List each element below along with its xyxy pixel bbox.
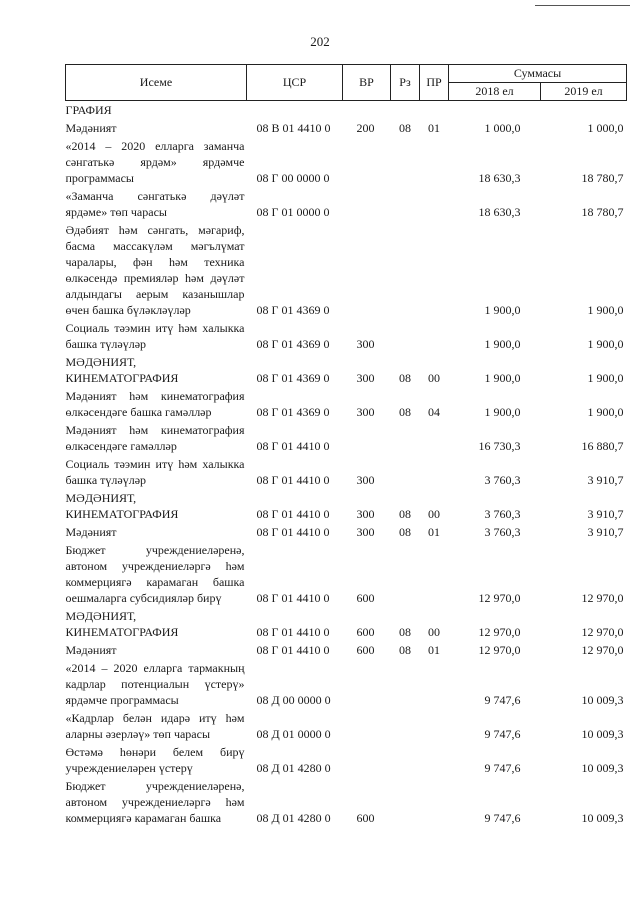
- row-vr: 300: [356, 405, 375, 419]
- row-vr: 600: [356, 625, 375, 639]
- row-vr: [343, 221, 391, 319]
- table-row: [66, 119, 627, 137]
- table-row: [66, 187, 627, 221]
- row-sum-2019: 12 970,0: [581, 643, 624, 657]
- row-name: «2014 – 2020 елларга заманча сәнгатькә ярдәм» ярдәмче программасы: [65, 139, 245, 185]
- row-vr: [343, 421, 391, 455]
- row-csr: 08 Д 01 4280 0: [256, 811, 331, 825]
- row-sum-2019: 3 910,7: [587, 473, 624, 487]
- row-name: Бюджет учреждениеләренә, автоном учреждениеләргә һәм коммерциягә карамаган башка: [65, 779, 245, 825]
- row-name: МӘДӘНИЯТ, КИНЕМАТОГРАФИЯ: [65, 491, 179, 521]
- row-sum-2019: 1 900,0: [587, 337, 624, 351]
- table-row: [66, 101, 627, 120]
- row-csr: 08 Г 01 4410 0: [256, 507, 330, 521]
- row-pr: 01: [428, 643, 440, 657]
- row-sum-2018: 9 747,6: [484, 693, 521, 707]
- row-vr: 600: [356, 643, 375, 657]
- row-csr: 08 Г 01 4410 0: [256, 439, 330, 453]
- header-csr: ЦСР: [247, 65, 343, 101]
- row-pr: 04: [428, 405, 440, 419]
- row-sum-2019: 10 009,3: [581, 761, 624, 775]
- row-pr: [420, 541, 449, 607]
- row-sum-2019: 12 970,0: [581, 625, 624, 639]
- row-csr: 08 Д 01 0000 0: [256, 727, 331, 741]
- table-row: [66, 743, 627, 777]
- row-pr: 01: [428, 525, 440, 539]
- row-name: «Кадрлар белән идарә итү һәм аларны әзерләү» төп чарасы: [65, 711, 245, 741]
- row-sum-2019: 3 910,7: [587, 507, 624, 521]
- header-vr: ВР: [343, 65, 391, 101]
- row-rz: 08: [399, 405, 411, 419]
- row-vr: 300: [356, 337, 375, 351]
- row-rz: [391, 221, 420, 319]
- table-row: [66, 455, 627, 489]
- row-rz: [391, 101, 420, 120]
- row-csr: 08 Г 01 4410 0: [256, 591, 330, 605]
- row-vr: 300: [356, 473, 375, 487]
- row-name: Социаль тәэмин итү һәм халыкка башка түләүләр: [65, 457, 245, 487]
- row-name: Мәдәният һәм кинематография өлкәсендәге башка гамәлләр: [65, 389, 245, 419]
- row-sum-2019: 18 780,7: [581, 205, 624, 219]
- row-rz: [391, 743, 420, 777]
- row-pr: [420, 659, 449, 709]
- row-pr: [420, 319, 449, 353]
- table-row: [66, 541, 627, 607]
- row-rz: [391, 187, 420, 221]
- row-csr: 08 Д 01 4280 0: [256, 761, 331, 775]
- row-vr: 600: [356, 591, 375, 605]
- row-csr: 08 Г 00 0000 0: [256, 171, 330, 185]
- row-name: Өстәмә һөнәри белем бирү учреждениеләрен үстерү: [65, 745, 245, 775]
- table-body: [66, 101, 627, 828]
- row-csr: 08 В 01 4410 0: [256, 121, 331, 135]
- budget-table: [65, 64, 627, 827]
- table-row: [66, 777, 627, 827]
- row-name: Мәдәният: [65, 643, 117, 657]
- row-sum-2018: 9 747,6: [484, 811, 521, 825]
- row-sum-2019: 18 780,7: [581, 171, 624, 185]
- row-csr: 08 Г 01 4369 0: [256, 337, 330, 351]
- row-sum-2018: 1 900,0: [484, 303, 521, 317]
- row-name: Әдәбият һәм сәнгать, мәгариф, басма массакүләм мәгълүмат чаралары, фән һәм техника өлкәсендә премияләр һәм дәүләт алдындагы аерым казанышлар өчен башка бүләкләүләр: [65, 223, 245, 317]
- row-pr: [420, 221, 449, 319]
- row-csr: 08 Г 01 4369 0: [256, 405, 330, 419]
- row-csr: 08 Г 01 4410 0: [256, 625, 330, 639]
- row-rz: [391, 319, 420, 353]
- row-name: Мәдәният һәм кинематография өлкәсендәге гамәлләр: [65, 423, 245, 453]
- row-pr: [420, 455, 449, 489]
- row-name: «Заманча сәнгатькә дәүләт ярдәме» төп чарасы: [65, 189, 245, 219]
- budget-table-sheet: [65, 64, 626, 827]
- row-pr: 00: [428, 371, 440, 385]
- row-rz: [391, 659, 420, 709]
- row-rz: 08: [399, 525, 411, 539]
- row-csr: 08 Г 01 4369 0: [256, 303, 330, 317]
- row-sum-2019: 12 970,0: [581, 591, 624, 605]
- row-rz: 08: [399, 507, 411, 521]
- row-pr: [420, 187, 449, 221]
- row-sum-2018: [449, 101, 541, 120]
- header-year-2018: 2018 ел: [449, 83, 541, 101]
- row-pr: 00: [428, 625, 440, 639]
- row-sum-2018: 9 747,6: [484, 761, 521, 775]
- table-row: [66, 709, 627, 743]
- row-vr: 300: [356, 371, 375, 385]
- header-rz: Рз: [391, 65, 420, 101]
- row-rz: [391, 455, 420, 489]
- row-pr: [420, 743, 449, 777]
- row-pr: [420, 101, 449, 120]
- table-row: [66, 659, 627, 709]
- row-csr: [247, 101, 343, 120]
- row-name: ГРАФИЯ: [65, 103, 112, 117]
- row-sum-2018: 1 000,0: [484, 121, 521, 135]
- table-row: [66, 523, 627, 541]
- row-sum-2019: 1 900,0: [587, 405, 624, 419]
- table-row: [66, 387, 627, 421]
- row-sum-2018: 3 760,3: [484, 525, 521, 539]
- row-sum-2019: 10 009,3: [581, 693, 624, 707]
- row-sum-2019: 3 910,7: [587, 525, 624, 539]
- row-name: Социаль тәэмин итү һәм халыкка башка түләүләр: [65, 321, 245, 351]
- row-pr: [420, 777, 449, 827]
- table-row: [66, 221, 627, 319]
- row-vr: 300: [356, 525, 375, 539]
- table-row: [66, 489, 627, 523]
- row-sum-2018: 18 630,3: [478, 171, 521, 185]
- row-csr: 08 Г 01 4369 0: [256, 371, 330, 385]
- row-csr: 08 Г 01 0000 0: [256, 205, 330, 219]
- page-number: 202: [310, 34, 330, 49]
- row-sum-2018: 3 760,3: [484, 507, 521, 521]
- row-rz: [391, 137, 420, 187]
- row-vr: [343, 709, 391, 743]
- row-rz: [391, 541, 420, 607]
- row-csr: 08 Г 01 4410 0: [256, 643, 330, 657]
- row-sum-2019: 1 000,0: [587, 121, 624, 135]
- row-pr: 00: [428, 507, 440, 521]
- row-sum-2018: 12 970,0: [478, 591, 521, 605]
- header-year-2019: 2019 ел: [541, 83, 627, 101]
- row-name: Мәдәният: [65, 121, 117, 135]
- row-sum-2018: 16 730,3: [478, 439, 521, 453]
- row-pr: [420, 137, 449, 187]
- row-name: «2014 – 2020 елларга тармакның кадрлар потенциалын үстерү» ярдәмче программасы: [65, 661, 245, 707]
- table-row: [66, 607, 627, 641]
- row-name: Бюджет учреждениеләренә, автоном учреждениеләргә һәм коммерциягә карамаган башка оешмаларга субсидияләр бирү: [65, 543, 245, 605]
- row-sum-2019: 1 900,0: [587, 303, 624, 317]
- row-rz: [391, 709, 420, 743]
- row-vr: 200: [356, 121, 375, 135]
- top-rule: [535, 5, 630, 6]
- row-pr: [420, 709, 449, 743]
- row-sum-2018: 12 970,0: [478, 625, 521, 639]
- row-vr: [343, 137, 391, 187]
- row-name: МӘДӘНИЯТ, КИНЕМАТОГРАФИЯ: [65, 355, 179, 385]
- row-vr: [343, 101, 391, 120]
- row-sum-2019: 10 009,3: [581, 727, 624, 741]
- row-rz: 08: [399, 121, 411, 135]
- header-name: Исеме: [66, 65, 247, 101]
- row-sum-2019: 10 009,3: [581, 811, 624, 825]
- row-sum-2018: 3 760,3: [484, 473, 521, 487]
- row-vr: [343, 743, 391, 777]
- row-sum-2018: 1 900,0: [484, 337, 521, 351]
- row-vr: [343, 659, 391, 709]
- row-vr: 300: [356, 507, 375, 521]
- row-sum-2019: 1 900,0: [587, 371, 624, 385]
- row-vr: 600: [356, 811, 375, 825]
- row-rz: 08: [399, 643, 411, 657]
- table-row: [66, 319, 627, 353]
- table-row: [66, 421, 627, 455]
- header-pr: ПР: [420, 65, 449, 101]
- row-rz: [391, 777, 420, 827]
- row-csr: 08 Г 01 4410 0: [256, 525, 330, 539]
- row-sum-2018: 9 747,6: [484, 727, 521, 741]
- table-row: [66, 137, 627, 187]
- row-sum-2018: 18 630,3: [478, 205, 521, 219]
- row-name: МӘДӘНИЯТ, КИНЕМАТОГРАФИЯ: [65, 609, 179, 639]
- table-row: [66, 641, 627, 659]
- row-pr: 01: [428, 121, 440, 135]
- row-sum-2018: 1 900,0: [484, 405, 521, 419]
- row-rz: [391, 421, 420, 455]
- row-csr: 08 Г 01 4410 0: [256, 473, 330, 487]
- row-sum-2018: 12 970,0: [478, 643, 521, 657]
- row-vr: [343, 187, 391, 221]
- row-rz: 08: [399, 371, 411, 385]
- row-sum-2019: [541, 101, 627, 120]
- row-pr: [420, 421, 449, 455]
- row-name: Мәдәният: [65, 525, 117, 539]
- table-row: [66, 353, 627, 387]
- row-sum-2019: 16 880,7: [581, 439, 624, 453]
- row-csr: 08 Д 00 0000 0: [256, 693, 331, 707]
- header-sums: Суммасы: [449, 65, 627, 83]
- row-sum-2018: 1 900,0: [484, 371, 521, 385]
- row-rz: 08: [399, 625, 411, 639]
